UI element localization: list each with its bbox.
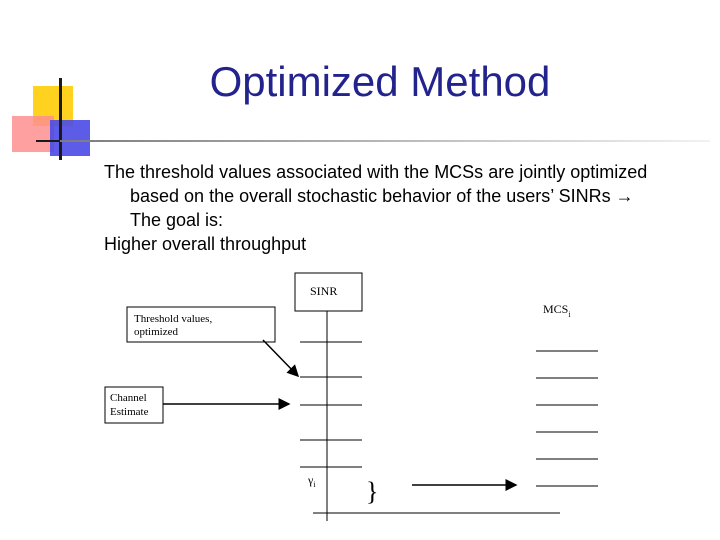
slide-title: Optimized Method (209, 58, 551, 105)
bullet-text: Higher overall throughput (104, 234, 307, 254)
channel-box-line-2: Estimate (110, 406, 149, 418)
gamma-label: $\gamma_i$ (308, 473, 316, 489)
threshold-box-line-1: Threshold values, (134, 313, 213, 325)
threshold-box-line-2: optimized (134, 326, 178, 338)
sinr-label: SINR (310, 284, 338, 298)
mcs-label: $MCS_i$ (543, 302, 571, 319)
bullet-text: The threshold values associated with the MCSs are jointly optimized based on the overall stochastic behavior of the users’ SINRs → The goal is: (104, 162, 648, 230)
channel-box-line-1: Channel (110, 392, 147, 404)
threshold-arrow (263, 340, 298, 376)
brace: } (366, 477, 379, 506)
